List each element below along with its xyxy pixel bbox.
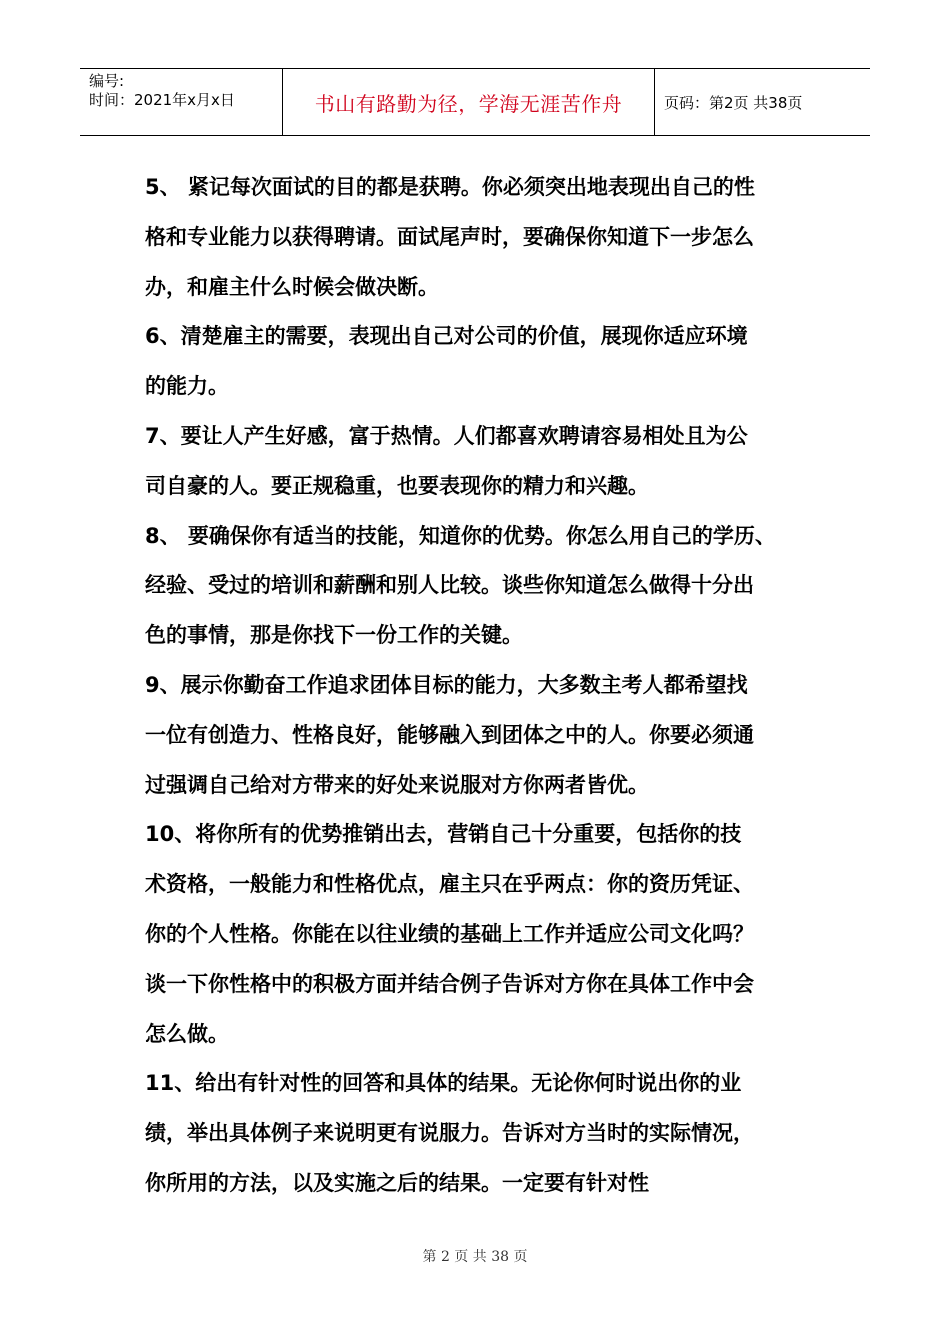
paragraph-line: 术资格，一般能力和性格优点，雇主只在乎两点：你的资历凭证、 <box>145 872 754 897</box>
time-label: 时间：2021年x月x日 <box>89 91 235 109</box>
paragraph <box>145 1059 835 1208</box>
paragraph-line: 色的事情，那是你找下一份工作的关键。 <box>145 623 523 648</box>
document-body <box>145 163 835 1209</box>
paragraph-line: 怎么做。 <box>145 1021 229 1046</box>
paragraph-line: 谈一下你性格中的积极方面并结合例子告诉对方你在具体工作中会 <box>145 971 754 996</box>
paragraph-line: 绩，举出具体例子来说明更有说服力。告诉对方当时的实际情况， <box>145 1121 754 1146</box>
paragraph-line: 9、展示你勤奋工作追求团体目标的能力，大多数主考人都希望找 <box>145 672 748 697</box>
page-footer: 第 2 页 共 38 页 <box>422 1249 528 1265</box>
paragraph-line: 经验、受过的培训和薪酬和别人比较。谈些你知道怎么做得十分出 <box>145 573 754 598</box>
paragraph-line: 办，和雇主什么时候会做决断。 <box>145 274 439 299</box>
header-meta <box>80 69 282 135</box>
paragraph-line: 11、给出有针对性的回答和具体的结果。无论你何时说出你的业 <box>145 1071 742 1096</box>
document-header <box>80 68 870 136</box>
paragraph-line: 的能力。 <box>145 374 229 399</box>
paragraph-line: 10、将你所有的优势推销出去，营销自己十分重要，包括你的技 <box>145 822 742 847</box>
paragraph-line: 格和专业能力以获得聘请。面试尾声时，要确保你知道下一步怎么 <box>145 224 754 249</box>
number-label: 编号: <box>89 72 125 90</box>
header-motto: 书山有路勤为径，学海无涯苦作舟 <box>282 69 655 135</box>
paragraph-line: 过强调自己给对方带来的好处来说服对方你两者皆优。 <box>145 772 649 797</box>
paragraph-line: 司自豪的人。要正规稳重，也要表现你的精力和兴趣。 <box>145 473 649 498</box>
paragraph <box>145 512 835 661</box>
paragraph-line: 6、清楚雇主的需要，表现出自己对公司的价值，展现你适应环境 <box>145 324 748 349</box>
paragraph-line: 5、 紧记每次面试的目的都是获聘。你必须突出地表现出自己的性 <box>145 175 755 199</box>
paragraph-line: 一位有创造力、性格良好，能够融入到团体之中的人。你要必须通 <box>145 722 754 747</box>
paragraph-line: 7、要让人产生好感，富于热情。人们都喜欢聘请容易相处且为公 <box>145 423 748 448</box>
paragraph-line: 8、 要确保你有适当的技能，知道你的优势。你怎么用自己的学历、 <box>145 523 776 548</box>
paragraph <box>145 312 835 412</box>
paragraph-line: 你所用的方法，以及实施之后的结果。一定要有针对性 <box>145 1170 649 1195</box>
paragraph <box>145 163 835 312</box>
paragraph <box>145 810 835 1059</box>
paragraph-line: 你的个人性格。你能在以往业绩的基础上工作并适应公司文化吗？ <box>145 921 754 946</box>
paragraph <box>145 412 835 512</box>
paragraph <box>145 661 835 810</box>
header-page-info: 页码：第2页 共38页 <box>664 93 803 112</box>
